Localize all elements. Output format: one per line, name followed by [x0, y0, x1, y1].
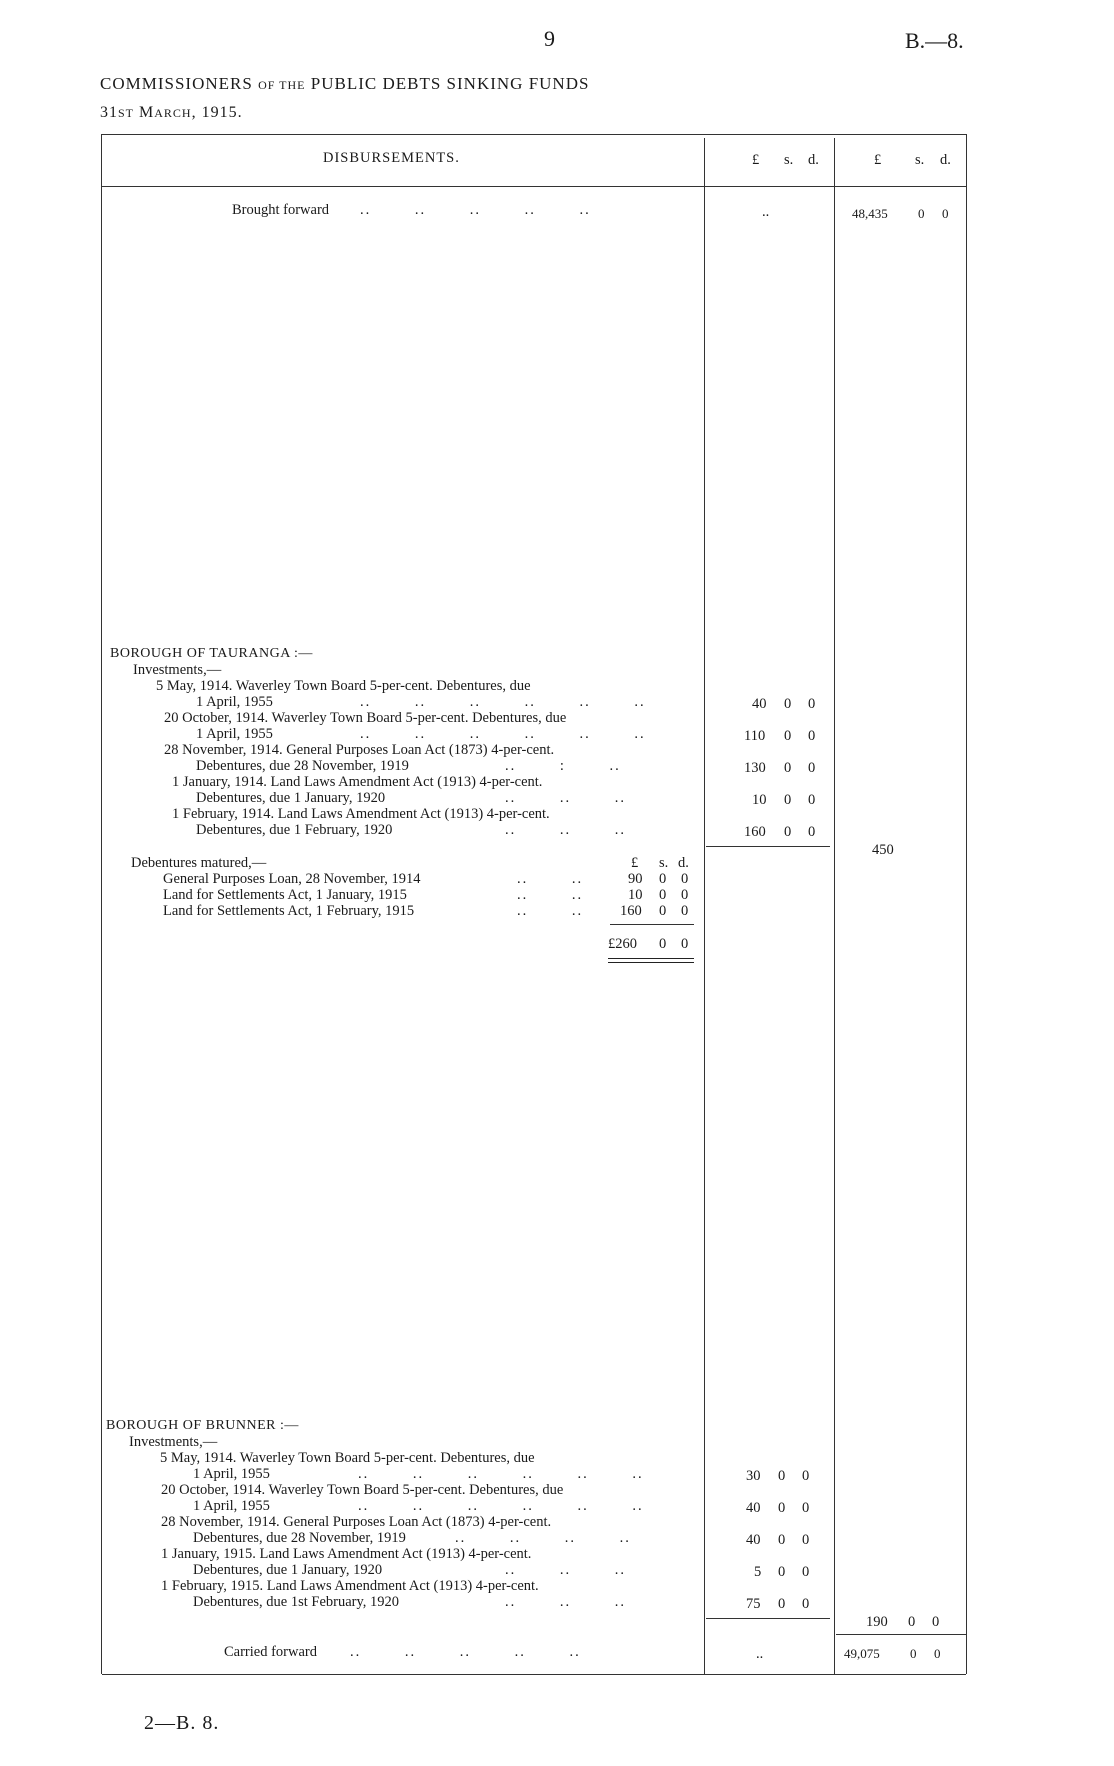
brought-forward-pounds: 48,435	[852, 206, 888, 221]
brunner-item-5-line2: Debentures, due 1st February, 1920	[193, 1594, 400, 1610]
carried-forward-col1: ..	[756, 1646, 764, 1662]
tauranga-total: 450	[872, 842, 894, 858]
tauranga-item-1-shillings: 0	[784, 696, 792, 712]
matured-item-3-shillings: 0	[659, 903, 667, 919]
tauranga-item-3-line1: 28 November, 1914. General Purposes Loan Act (1873) 4-per-cent.	[164, 742, 555, 758]
carried-forward-dots: .. .. .. .. ..	[350, 1644, 581, 1660]
tauranga-item-2-pounds: 110	[744, 728, 766, 744]
brought-forward-shillings: 0	[918, 206, 925, 221]
matured-double-rule-2	[608, 962, 694, 963]
tauranga-heading: BOROUGH OF TAURANGA :—	[110, 646, 313, 661]
brunner-total-shillings: 0	[908, 1614, 916, 1630]
matured-item-1-pence: 0	[681, 871, 689, 887]
brunner-item-5-line1: 1 February, 1915. Land Laws Amendment Act (1913) 4-per-cent.	[161, 1578, 539, 1594]
tauranga-item-3-shillings: 0	[784, 760, 792, 776]
matured-item-2-shillings: 0	[659, 887, 667, 903]
brunner-item-3-line1: 28 November, 1914. General Purposes Loan Act (1873) 4-per-cent.	[161, 1514, 552, 1530]
brunner-item-5-pence: 0	[802, 1596, 810, 1612]
brunner-total-pence: 0	[932, 1614, 940, 1630]
brunner-item-2-shillings: 0	[778, 1500, 786, 1516]
brunner-item-4-line2: Debentures, due 1 January, 1920	[193, 1562, 383, 1578]
tauranga-item-2-dots: .. .. .. .. .. ..	[360, 726, 646, 742]
brunner-item-5-dots: .. .. ..	[505, 1594, 626, 1610]
brunner-item-3-dots: .. .. .. ..	[455, 1530, 631, 1546]
matured-item-3-pence: 0	[681, 903, 689, 919]
tauranga-item-2-pence: 0	[808, 728, 816, 744]
brunner-item-1-line1: 5 May, 1914. Waverley Town Board 5-per-cent. Debentures, due	[160, 1450, 535, 1466]
brunner-item-1-shillings: 0	[778, 1468, 786, 1484]
col1-pence-head: d.	[808, 152, 819, 168]
tauranga-subtotal-rule	[706, 846, 830, 847]
brunner-item-4-shillings: 0	[778, 1564, 786, 1580]
tauranga-item-4-pounds: 10	[752, 792, 767, 808]
matured-sum-rule	[610, 924, 694, 925]
col1-pounds-head: £	[752, 152, 760, 168]
col2-shillings-head: s.	[915, 152, 925, 168]
tauranga-item-5-line1: 1 February, 1914. Land Laws Amendment Act (1913) 4-per-cent.	[172, 806, 550, 822]
tauranga-item-1-pounds: 40	[752, 696, 767, 712]
brunner-item-3-line2: Debentures, due 28 November, 1919	[193, 1530, 406, 1546]
table-header-rule	[102, 186, 966, 187]
disbursements-heading: DISBURSEMENTS.	[323, 150, 460, 166]
brunner-item-2-pounds: 40	[746, 1500, 761, 1516]
tauranga-item-1-pence: 0	[808, 696, 816, 712]
page-date	[100, 104, 243, 122]
brunner-item-3-pence: 0	[802, 1532, 810, 1548]
matured-shillings-head: s.	[659, 855, 669, 871]
brunner-item-1-pence: 0	[802, 1468, 810, 1484]
brunner-item-5-pounds: 75	[746, 1596, 761, 1612]
tauranga-item-5-pence: 0	[808, 824, 816, 840]
brought-forward-pence: 0	[942, 206, 949, 221]
matured-item-3-label: Land for Settlements Act, 1 February, 1915	[163, 903, 415, 919]
tauranga-item-2-shillings: 0	[784, 728, 792, 744]
col2-pounds-head: £	[874, 152, 882, 168]
brunner-item-2-line1: 20 October, 1914. Waverley Town Board 5-per-cent. Debentures, due	[161, 1482, 564, 1498]
matured-item-1-label: General Purposes Loan, 28 November, 1914	[163, 871, 421, 887]
matured-item-2-dots: .. ..	[517, 887, 584, 903]
carried-forward-rule	[836, 1634, 966, 1635]
tauranga-item-3-pounds: 130	[744, 760, 766, 776]
tauranga-item-5-pounds: 160	[744, 824, 766, 840]
tauranga-item-1-line2: 1 April, 1955	[196, 694, 273, 710]
matured-item-1-pounds: 90	[628, 871, 643, 887]
brunner-item-4-dots: .. .. ..	[505, 1562, 626, 1578]
brunner-item-4-pence: 0	[802, 1564, 810, 1580]
brunner-item-2-line2: 1 April, 1955	[193, 1498, 270, 1514]
tauranga-item-5-dots: .. .. ..	[505, 822, 626, 838]
table-top-rule	[102, 134, 966, 135]
table-left-rule	[101, 134, 102, 1674]
title-of: OF THE	[258, 78, 306, 92]
col2-pence-head: d.	[940, 152, 951, 168]
tauranga-item-4-line1: 1 January, 1914. Land Laws Amendment Act (1913) 4-per-cent.	[172, 774, 543, 790]
title-part-a: COMMISSIONERS	[100, 74, 253, 93]
matured-item-1-shillings: 0	[659, 871, 667, 887]
tauranga-item-3-line2: Debentures, due 28 November, 1919	[196, 758, 409, 774]
col1-shillings-head: s.	[784, 152, 794, 168]
matured-item-2-pence: 0	[681, 887, 689, 903]
brunner-item-1-line2: 1 April, 1955	[193, 1466, 270, 1482]
tauranga-item-5-shillings: 0	[784, 824, 792, 840]
matured-total-shillings: 0	[659, 936, 667, 952]
brunner-item-1-dots: .. .. .. .. .. ..	[358, 1466, 644, 1482]
date-year: , 1915.	[191, 104, 243, 121]
tauranga-item-5-line2: Debentures, due 1 February, 1920	[196, 822, 393, 838]
page-number: 9	[544, 26, 555, 51]
page-title	[100, 74, 589, 94]
brunner-item-1-pounds: 30	[746, 1468, 761, 1484]
tauranga-item-4-line2: Debentures, due 1 January, 1920	[196, 790, 386, 806]
column-divider-2	[834, 138, 835, 1674]
tauranga-item-2-line1: 20 October, 1914. Waverley Town Board 5-per-cent. Debentures, due	[164, 710, 567, 726]
matured-pounds-head: £	[631, 855, 639, 871]
brunner-item-2-pence: 0	[802, 1500, 810, 1516]
tauranga-item-1-line1: 5 May, 1914. Waverley Town Board 5-per-cent. Debentures, due	[156, 678, 531, 694]
brunner-subtotal-rule	[706, 1618, 830, 1619]
title-part-b: PUBLIC DEBTS SINKING FUNDS	[310, 74, 590, 93]
matured-total-pence: 0	[681, 936, 689, 952]
brunner-investments-label: Investments,—	[129, 1434, 218, 1450]
brought-forward-label: Brought forward	[232, 202, 330, 218]
tauranga-item-4-shillings: 0	[784, 792, 792, 808]
date-day: 31	[100, 104, 118, 121]
date-suffix: ST	[118, 106, 135, 120]
brunner-item-2-dots: .. .. .. .. .. ..	[358, 1498, 644, 1514]
matured-double-rule-1	[608, 958, 694, 959]
carried-forward-pounds: 49,075	[844, 1646, 880, 1661]
table-bottom-rule	[102, 1674, 966, 1675]
matured-pence-head: d.	[678, 855, 689, 871]
brought-forward-col1: ..	[762, 204, 770, 220]
date-month-initial: M	[139, 104, 155, 121]
tauranga-item-1-dots: .. .. .. .. .. ..	[360, 694, 646, 710]
matured-item-3-dots: .. ..	[517, 903, 584, 919]
document-reference: B.—8.	[905, 28, 964, 53]
matured-item-2-pounds: 10	[628, 887, 643, 903]
date-month-rest: ARCH	[154, 106, 192, 120]
brunner-heading: BOROUGH OF BRUNNER :—	[106, 1418, 299, 1433]
column-divider-1	[704, 138, 705, 1674]
tauranga-item-2-line2: 1 April, 1955	[196, 726, 273, 742]
brunner-total-pounds: 190	[866, 1614, 888, 1630]
carried-forward-shillings: 0	[910, 1646, 917, 1661]
matured-item-2-label: Land for Settlements Act, 1 January, 1915	[163, 887, 407, 903]
brought-forward-dots: .. .. .. .. ..	[360, 202, 591, 218]
brunner-item-3-shillings: 0	[778, 1532, 786, 1548]
matured-label: Debentures matured,—	[131, 855, 267, 871]
tauranga-item-3-pence: 0	[808, 760, 816, 776]
tauranga-investments-label: Investments,—	[133, 662, 222, 678]
carried-forward-label: Carried forward	[224, 1644, 317, 1660]
brunner-item-4-line1: 1 January, 1915. Land Laws Amendment Act (1913) 4-per-cent.	[161, 1546, 532, 1562]
brunner-item-5-shillings: 0	[778, 1596, 786, 1612]
matured-item-3-pounds: 160	[620, 903, 642, 919]
brunner-item-3-pounds: 40	[746, 1532, 761, 1548]
brunner-item-4-pounds: 5	[754, 1564, 762, 1580]
tauranga-item-4-dots: .. .. ..	[505, 790, 626, 806]
table-right-rule	[966, 134, 967, 1674]
tauranga-item-4-pence: 0	[808, 792, 816, 808]
matured-total-pounds: £260	[608, 936, 637, 952]
matured-item-1-dots: .. ..	[517, 871, 584, 887]
tauranga-item-3-dots: .. : ..	[505, 758, 621, 774]
page-footer-signature: 2—B. 8.	[144, 1712, 220, 1734]
carried-forward-pence: 0	[934, 1646, 941, 1661]
